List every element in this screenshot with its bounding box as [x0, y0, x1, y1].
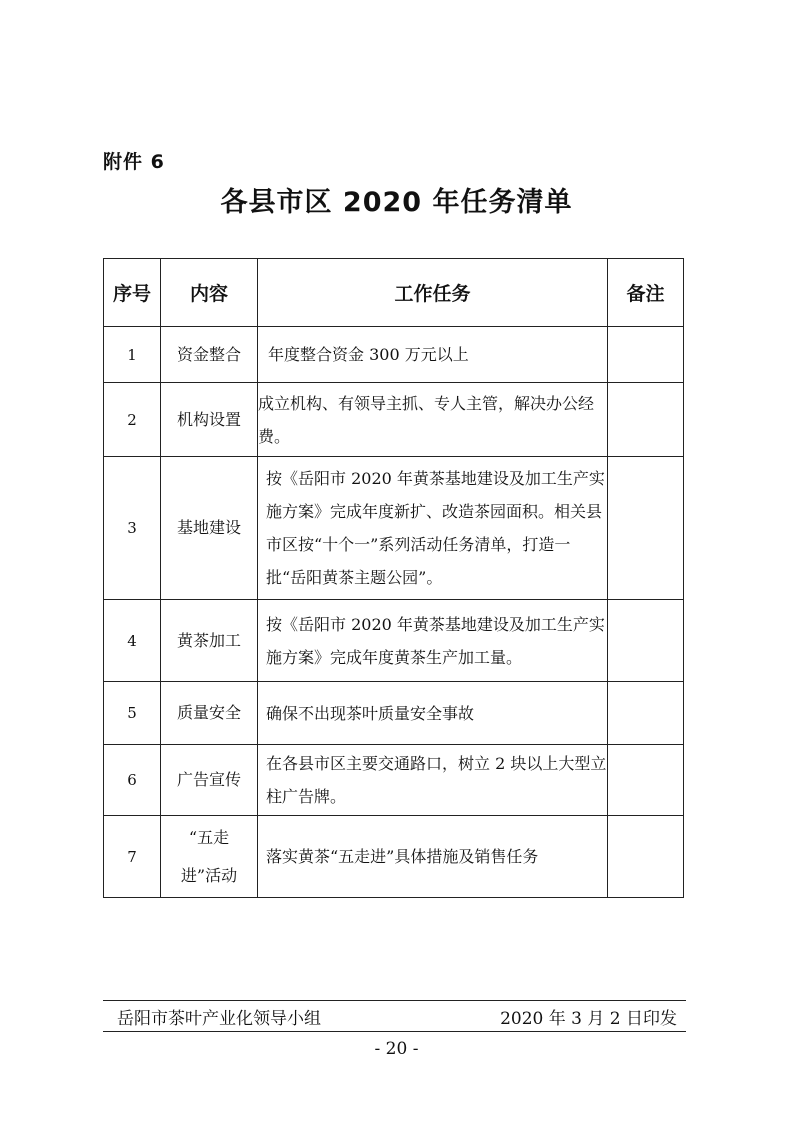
row-note: [608, 816, 684, 898]
row-content: 黄茶加工: [161, 600, 258, 682]
row-note: [608, 457, 684, 600]
row-task: 在各县市区主要交通路口，树立 2 块以上大型立柱广告牌。: [258, 745, 608, 816]
document-title: 各县市区 2020 年任务清单: [220, 187, 573, 218]
row-note: [608, 682, 684, 745]
row-note: [608, 600, 684, 682]
header-task: 工作任务: [258, 259, 608, 327]
row-task: 确保不出现茶叶质量安全事故: [258, 682, 608, 745]
table-row: [104, 600, 684, 682]
row-no: 5: [104, 682, 161, 745]
footer-bottom-rule: [103, 1031, 686, 1032]
row-no: 2: [104, 383, 161, 457]
row-content: “五走进”活动: [161, 816, 258, 898]
row-task: 年度整合资金 300 万元以上: [258, 327, 608, 383]
attachment-label: 附件 6: [103, 151, 165, 173]
footer-issue-date: 2020 年 3 月 2 日印发: [500, 1009, 677, 1029]
row-task: 按《岳阳市 2020 年黄茶基地建设及加工生产实施方案》完成年度新扩、改造茶园面积。相关县市区按“十个一”系列活动任务清单，打造一批“岳阳黄茶主题公园”。: [258, 457, 608, 600]
row-task: 按《岳阳市 2020 年黄茶基地建设及加工生产实施方案》完成年度黄茶生产加工量。: [258, 600, 608, 682]
row-no: 6: [104, 745, 161, 816]
footer-organization: 岳阳市茶叶产业化领导小组: [117, 1009, 321, 1029]
row-no: 7: [104, 816, 161, 898]
table-row: [104, 816, 684, 898]
table-row: [104, 682, 684, 745]
table-row: [104, 383, 684, 457]
task-table: [103, 258, 684, 898]
row-content: 广告宣传: [161, 745, 258, 816]
row-no: 4: [104, 600, 161, 682]
header-note: 备注: [608, 259, 684, 327]
row-no: 3: [104, 457, 161, 600]
row-content: 质量安全: [161, 682, 258, 745]
row-task: 成立机构、有领导主抓、专人主管，解决办公经费。: [258, 383, 608, 457]
footer-top-rule: [103, 1000, 686, 1001]
row-task: 落实黄茶“五走进”具体措施及销售任务: [258, 816, 608, 898]
row-content: 基地建设: [161, 457, 258, 600]
row-no: 1: [104, 327, 161, 383]
row-content: 资金整合: [161, 327, 258, 383]
page-number: - 20 -: [374, 1039, 419, 1059]
table-row: [104, 745, 684, 816]
table-row: [104, 457, 684, 600]
row-note: [608, 327, 684, 383]
row-note: [608, 383, 684, 457]
table-row: [104, 327, 684, 383]
table-header-row: [104, 259, 684, 327]
row-note: [608, 745, 684, 816]
header-content: 内容: [161, 259, 258, 327]
header-no: 序号: [104, 259, 161, 327]
row-content: 机构设置: [161, 383, 258, 457]
